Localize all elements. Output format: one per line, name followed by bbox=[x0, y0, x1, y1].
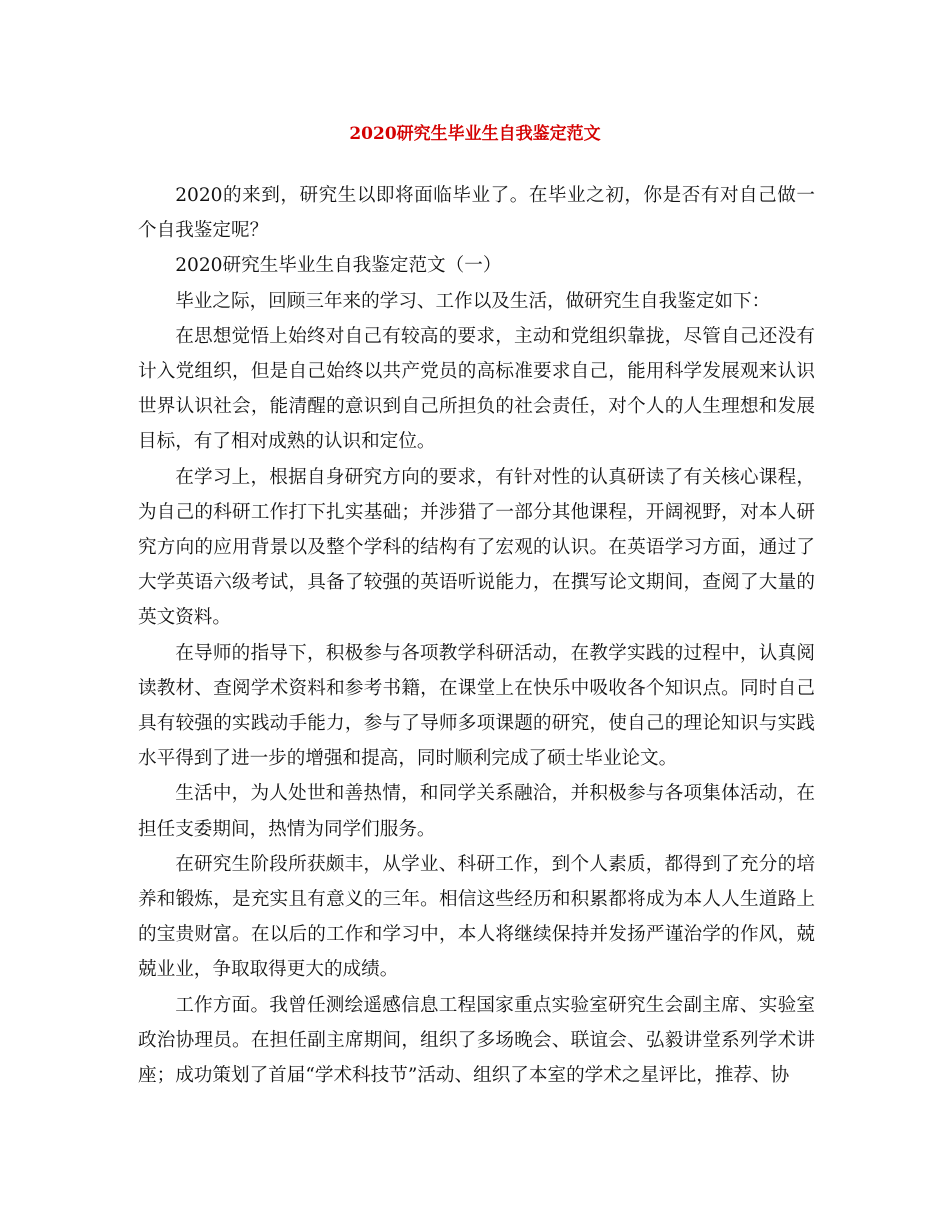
paragraph-ideology: 在思想觉悟上始终对自己有较高的要求，主动和党组织靠拢，尽管自己还没有计入党组织，但是自己始终以共产党员的高标准要求自己，能用科学发展观来认识世界认识社会，能清醒的意识到自己所担负的社会责任，对个人的人生理想和发展目标，有了相对成熟的认识和定位。 bbox=[138, 325, 815, 453]
paragraph-study: 在学习上，根据自身研究方向的要求，有针对性的认真研读了有关核心课程，为自己的科研工作打下扎实基础；并涉猎了一部分其他课程，开阔视野，对本人研究方向的应用背景以及整个学科的结构有了宏观的认识。在英语学习方面，通过了大学英语六级考试，具备了较强的英语听说能力，在撰写论文期间，查阅了大量的英文资料。 bbox=[138, 466, 815, 629]
paragraph-subheading: 2020研究生毕业生自我鉴定范文（一） bbox=[175, 255, 502, 277]
paragraph-summary: 在研究生阶段所获颇丰，从学业、科研工作，到个人素质，都得到了充分的培养和锻炼，是充实且有意义的三年。相信这些经历和积累都将成为本人人生道路上的宝贵财富。在以后的工作和学习中，本人将继续保持并发扬严谨治学的作风，兢兢业业，争取取得更大的成绩。 bbox=[138, 853, 815, 981]
document-title: 2020研究生毕业生自我鉴定范文 bbox=[349, 124, 601, 144]
paragraph-research: 在导师的指导下，积极参与各项教学科研活动，在教学实践的过程中，认真阅读教材、查阅学术资料和参考书籍，在课堂上在快乐中吸收各个知识点。同时自己具有较强的实践动手能力，参与了导师多项课题的研究，使自己的理论知识与实践水平得到了进一步的增强和提高，同时顺利完成了硕士毕业论文。 bbox=[138, 642, 815, 770]
paragraph-life: 生活中，为人处世和善热情，和同学关系融洽，并积极参与各项集体活动，在担任支委期间，热情为同学们服务。 bbox=[138, 783, 815, 840]
paragraph-intro: 2020的来到，研究生以即将面临毕业了。在毕业之初，你是否有对自己做一个自我鉴定呢？ bbox=[138, 185, 815, 242]
paragraph-work: 工作方面。我曾任测绘遥感信息工程国家重点实验室研究生会副主席、实验室政治协理员。在担任副主席期间，组织了多场晚会、联谊会、弘毅讲堂系列学术讲座；成功策划了首届“学术科技节”活动、组织了本室的学术之星评比，推荐、协 bbox=[138, 994, 815, 1087]
paragraph-opening: 毕业之际，回顾三年来的学习、工作以及生活，做研究生自我鉴定如下： bbox=[175, 290, 771, 312]
document-body bbox=[138, 178, 815, 1093]
